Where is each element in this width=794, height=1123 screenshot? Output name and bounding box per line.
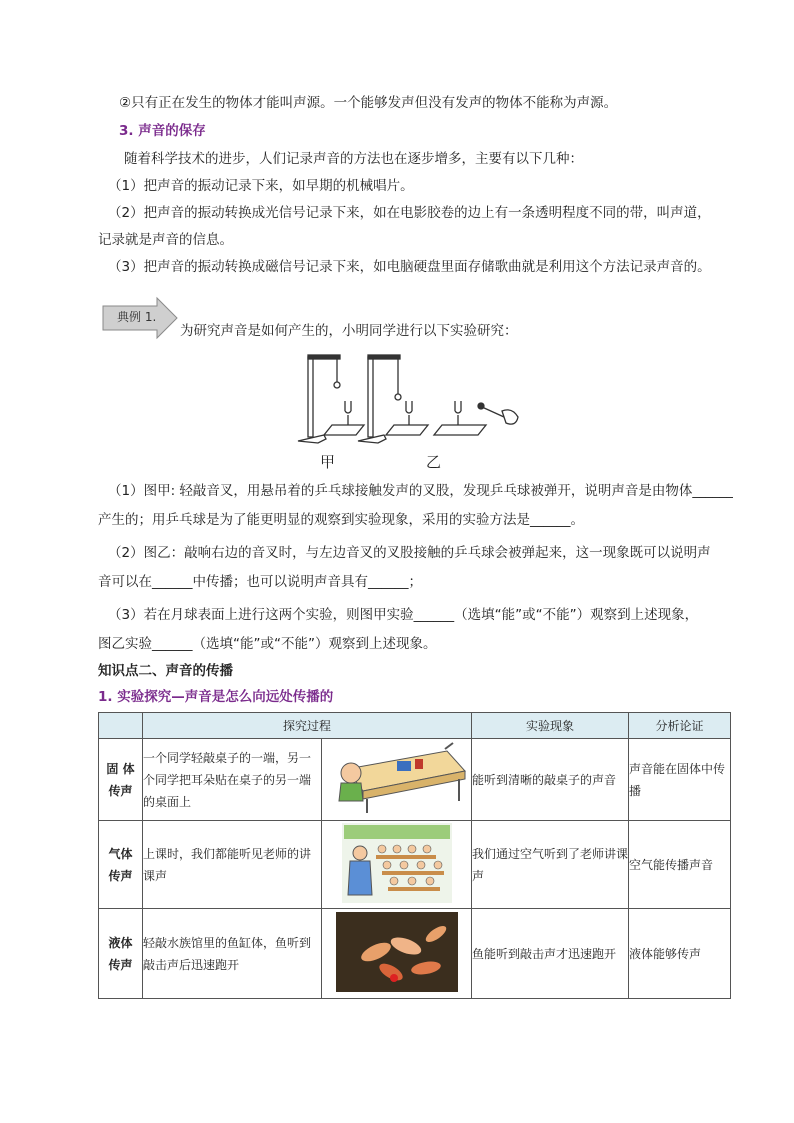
row-label: 气体 传声 [99,821,143,909]
example-intro: 为研究声音是如何产生的，小明同学进行以下实验研究： [180,323,518,339]
heading-sound-storage: 3. 声音的保存 [119,123,206,139]
row-process: 上课时，我们都能听见老师的讲课声 [143,821,322,909]
table-row [99,909,731,999]
question-2-cont: 音可以在______中传播；也可以说明声音具有______； [98,574,422,590]
question-1-cont: 产生的；用乒乓球是为了能更明显的观察到实验现象，采用的实验方法是______。 [98,512,584,528]
table-row [99,821,731,909]
row-image [322,821,472,909]
table-header-process: 探究过程 [143,713,472,739]
section-title: 知识点二、声音的传播 [98,663,233,679]
row-image [322,739,472,821]
table-header-blank [99,713,143,739]
aquarium-fish-illustration [336,912,458,992]
row-label: 固 体 传声 [99,739,143,821]
example-badge-label: 典例 1. [117,310,157,324]
row-conclusion: 声音能在固体中传播 [629,739,731,821]
row-conclusion: 液体能够传声 [629,909,731,999]
question-3: （3）若在月球表面上进行这两个实验，则图甲实验______（选填“能”或“不能”）观察到上述现象， [108,607,699,623]
row-conclusion: 空气能传播声音 [629,821,731,909]
example-badge [101,296,179,340]
row-process: 轻敲水族馆里的鱼缸体，鱼听到敲击声后迅速跑开 [143,909,322,999]
figure-label-jia: 甲 [320,453,336,471]
storage-item-2-cont: 记录就是声音的信息。 [98,232,233,248]
row-phenomenon: 鱼能听到敲击声才迅速跑开 [472,909,629,999]
table-header-conclusion: 分析论证 [629,713,731,739]
source-note: ②只有正在发生的物体才能叫声源。一个能够发声但没有发声的物体不能称为声源。 [119,95,618,111]
storage-item-2: （2）把声音的振动转换成光信号记录下来，如在电影胶卷的边上有一条透明程度不同的带，叫声道， [108,205,711,221]
row-phenomenon: 能听到清晰的敲桌子的声音 [472,739,629,821]
storage-item-1: （1）把声音的振动记录下来，如早期的机械唱片。 [108,178,414,194]
row-phenomenon: 我们通过空气听到了老师讲课声 [472,821,629,909]
desk-knock-illustration [327,741,467,815]
table-row [99,739,731,821]
storage-intro: 随着科学技术的进步，人们记录声音的方法也在逐步增多，主要有以下几种： [124,151,583,167]
question-1: （1）图甲: 轻敲音叉，用悬吊着的乒乓球接触发声的叉股，发现乒乓球被弹开，说明声音是由物体______ [108,483,733,499]
figure-label-yi: 乙 [426,453,442,471]
sound-propagation-table [98,712,731,999]
row-image [322,909,472,999]
question-2: （2）图乙：敲响右边的音叉时，与左边音叉的叉股接触的乒乓球会被弹起来，这一现象既可以说明声 [108,545,711,561]
classroom-illustration [342,823,452,903]
table-header-phenomenon: 实验现象 [472,713,629,739]
table-header-row [99,713,731,739]
section-subtitle: 1. 实验探究—声音是怎么向远处传播的 [98,689,334,705]
row-label: 液体 传声 [99,909,143,999]
row-process: 一个同学轻敲桌子的一端，另一个同学把耳朵贴在桌子的另一端的桌面上 [143,739,322,821]
question-3-cont: 图乙实验______（选填“能”或“不能”）观察到上述现象。 [98,636,437,652]
tuning-fork-figure [290,345,530,473]
storage-item-3: （3）把声音的振动转换成磁信号记录下来，如电脑硬盘里面存储歌曲就是利用这个方法记录声音的。 [108,259,711,275]
